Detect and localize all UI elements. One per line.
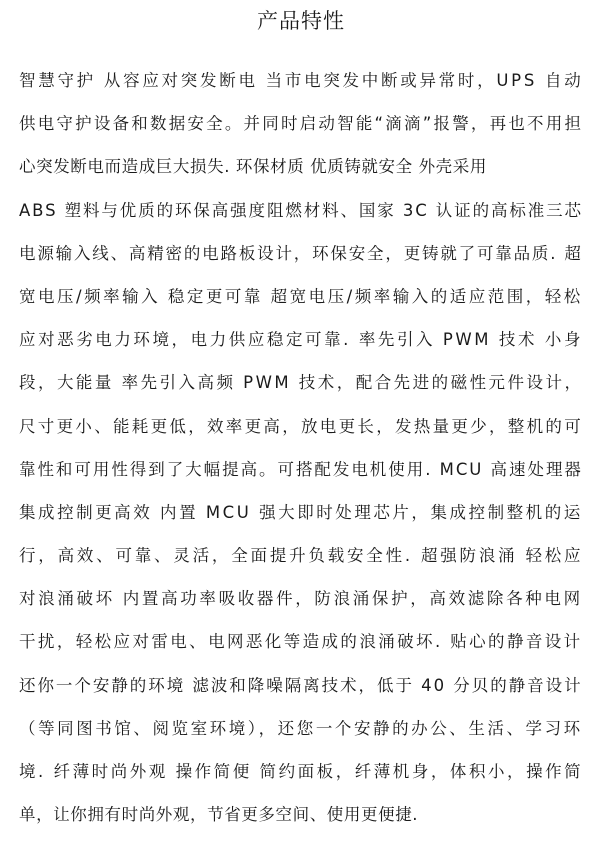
text-line: ABS 塑料与优质的环保高强度阻燃材料、国家 3C 认证的高标准三芯 [19,200,583,220]
text-line: 靠性和可用性得到了大幅提高。可搭配发电机使用. MCU 高速处理器 [19,459,583,479]
text-line: 集成控制更高效 内置 MCU 强大即时处理芯片，集成控制整机的运 [19,502,583,522]
text-line: 还你一个安静的环境 滤波和降噪隔离技术，低于 40 分贝的静音设计 [19,675,583,695]
text-line: 心突发断电而造成巨大损失. 环保材质 优质铸就安全 外壳采用 [19,157,487,177]
text-line: 尺寸更小、能耗更低，效率更高，放电更长，发热量更少，整机的可 [19,416,583,436]
text-line: 段，大能量 率先引入高频 PWM 技术，配合先进的磁性元件设计， [19,373,584,393]
text-line: 境. 纤薄时尚外观 操作简便 简约面板，纤薄机身，体积小，操作简 [19,762,584,781]
text-line: 宽电压/频率输入 稳定更可靠 超宽电压/频率输入的适应范围，轻松 [19,286,583,306]
text-line: 行，高效、可靠、灵活，全面提升负载安全性. 超强防浪涌 轻松应 [19,546,584,566]
text-line: 智慧守护 从容应对突发断电 当市电突发中断或异常时，UPS 自动 [19,71,584,90]
text-line: 电源输入线、高精密的电路板设计，环保安全，更铸就了可靠品质. 超 [19,243,583,263]
body-text [19,65,585,842]
text-line: （等同图书馆、阅览室环境），还您一个安静的办公、生活、学习环 [19,718,583,738]
text-line: 干扰，轻松应对雷电、电网恶化等造成的浪涌破坏. 贴心的静音设计 [19,632,583,652]
text-line: 供电守护设备和数据安全。并同时启动智能“滴滴”报警，再也不用担 [19,114,584,134]
text-line: 应对恶劣电力环境，电力供应稳定可靠. 率先引入 PWM 技术 小身 [19,330,584,350]
text-line: 对浪涌破坏 内置高功率吸收器件，防浪涌保护，高效滤除各种电网 [19,589,583,609]
text-line: 单，让你拥有时尚外观，节省更多空间、使用更便捷. [19,805,419,825]
page-title: 产品特性 [257,9,345,33]
